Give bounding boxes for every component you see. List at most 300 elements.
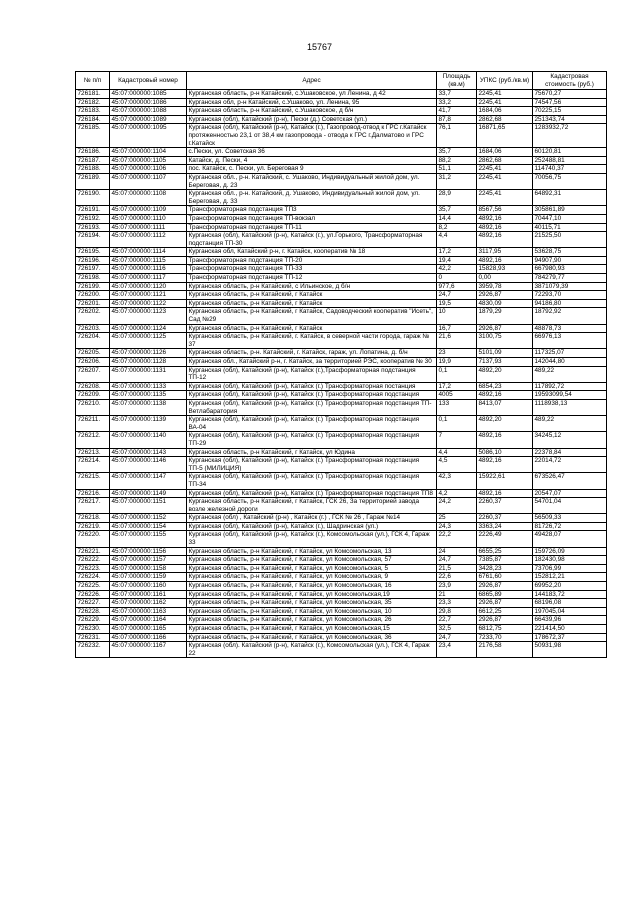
cell-row-number: 726196.	[76, 256, 110, 265]
cell-row-number: 726187.	[76, 156, 110, 165]
cell-address: Курганская обл, Катайский р-н, г. Катайск, кооператив № 18	[187, 248, 437, 257]
cell-address: Курганская область, р-н Катайский, г Катайск, ул Комсомольская, 13	[187, 547, 437, 556]
cell-area: 16,7	[437, 324, 477, 333]
cell-row-number: 726197.	[76, 265, 110, 274]
cell-address: Курганская область, р-н Катайский, с.Ушаковское, ул Ленина, д 42	[187, 90, 437, 99]
cell-address: Курганская область, р-н Катайский, г Катайск, ул Комсомольская, 57	[187, 556, 437, 565]
cell-row-number: 726198.	[76, 274, 110, 283]
cell-upks: 6854,23	[477, 382, 533, 391]
cell-cadastral-number: 45:07:000000:1104	[110, 148, 187, 157]
cell-cadastral-cost: 489,22	[533, 366, 607, 382]
cell-upks: 15828,93	[477, 265, 533, 274]
table-row	[76, 382, 607, 391]
cell-cadastral-number: 45:07:000000:1167	[110, 642, 187, 658]
cell-cadastral-number: 45:07:000000:1085	[110, 90, 187, 99]
cell-row-number: 726218.	[76, 514, 110, 523]
cell-address: Курганская область, р-н Катайский, г Катайск, ГСК 26, За территорией завода возле железной дороги	[187, 498, 437, 514]
cell-upks: 2226,49	[477, 531, 533, 547]
cell-address: Курганская (обл), Катайский (р-н), Катайск (г.) Трансформаторная подстанция ТП-5 (МИЛИЦИЯ)	[187, 457, 437, 473]
cell-address: Курганская (обл), Катайский (р-н), Катайск (г.), Комсомольская (ул.), ГСК 4, Гараж 33	[187, 531, 437, 547]
cell-upks: 8413,07	[477, 399, 533, 415]
cell-area: 42,2	[437, 265, 477, 274]
cell-address: Курганская (обл), Катайский (р-н), Катайск (г.) Трансформаторная постанция	[187, 382, 437, 391]
cell-area: 8,2	[437, 223, 477, 232]
cell-area: 22,6	[437, 573, 477, 582]
cell-upks: 6655,25	[477, 547, 533, 556]
cell-cadastral-cost: 49428,07	[533, 531, 607, 547]
cell-cadastral-number: 45:07:000000:1147	[110, 473, 187, 489]
cell-area: 28,9	[437, 190, 477, 206]
cell-cadastral-number: 45:07:000000:1155	[110, 531, 187, 547]
cell-cadastral-cost: 50931,98	[533, 642, 607, 658]
cell-cadastral-number: 45:07:000000:1107	[110, 173, 187, 189]
cell-upks: 6865,89	[477, 590, 533, 599]
cell-upks: 2926,87	[477, 324, 533, 333]
cell-cadastral-cost: 70447,10	[533, 214, 607, 223]
cell-upks: 4892,16	[477, 214, 533, 223]
cell-cadastral-cost: 48878,73	[533, 324, 607, 333]
cell-area: 24,7	[437, 633, 477, 642]
table-row	[76, 90, 607, 99]
cell-area: 87,8	[437, 115, 477, 124]
cell-cadastral-cost: 1118938,13	[533, 399, 607, 415]
cell-cadastral-number: 45:07:000000:1135	[110, 391, 187, 400]
table-row	[76, 473, 607, 489]
cell-cadastral-cost: 1283932,72	[533, 124, 607, 148]
cell-area: 22,2	[437, 531, 477, 547]
cell-address: Курганская обл, р-н Катайский, с.Ушаково, ул. Ленина, 95	[187, 98, 437, 107]
cell-upks: 4892,16	[477, 256, 533, 265]
table-row	[76, 232, 607, 248]
cell-row-number: 726212.	[76, 432, 110, 448]
table-row	[76, 547, 607, 556]
cell-upks: 2926,87	[477, 291, 533, 300]
table-row	[76, 190, 607, 206]
cell-upks: 8567,56	[477, 206, 533, 215]
cell-upks: 7385,87	[477, 556, 533, 565]
table-row	[76, 265, 607, 274]
table-row	[76, 358, 607, 367]
cell-address: Трансформаторная подстанция ТП-20	[187, 256, 437, 265]
table-row	[76, 399, 607, 415]
cell-cadastral-number: 45:07:000000:1139	[110, 416, 187, 432]
table-row	[76, 165, 607, 174]
cell-upks: 1684,06	[477, 148, 533, 157]
cell-cadastral-number: 45:07:000000:1151	[110, 498, 187, 514]
cell-area: 23,9	[437, 582, 477, 591]
cell-area: 977,6	[437, 282, 477, 291]
table-row	[76, 308, 607, 324]
cell-row-number: 726203.	[76, 324, 110, 333]
table-row	[76, 324, 607, 333]
cell-row-number: 726205.	[76, 349, 110, 358]
cell-cadastral-cost: 667980,93	[533, 265, 607, 274]
cell-cadastral-cost: 64892,31	[533, 190, 607, 206]
cell-address: пос. Катайск, с. Пески, ул. Береговая 9	[187, 165, 437, 174]
cell-address: Курганская область, р-н Катайский, г Катайск	[187, 324, 437, 333]
cell-cadastral-number: 45:07:000000:1122	[110, 299, 187, 308]
cell-cadastral-number: 45:07:000000:1126	[110, 349, 187, 358]
cell-cadastral-number: 45:07:000000:1138	[110, 399, 187, 415]
cell-cadastral-cost: 69952,20	[533, 582, 607, 591]
table-row	[76, 299, 607, 308]
cell-cadastral-cost: 251343,74	[533, 115, 607, 124]
cell-address: Курганская область, р-н Катайский, г Катайск, ул Комсомольская, 16	[187, 582, 437, 591]
table-row	[76, 531, 607, 547]
cell-area: 19,4	[437, 256, 477, 265]
cell-address: Курганская область, р-н Катайский, г Катайск, ул Комсомольская, 5	[187, 564, 437, 573]
cell-cadastral-cost: 3871079,39	[533, 282, 607, 291]
cell-address: Курганская область, р-н Катайский, г Катайск, ул Комсомольская, 9	[187, 573, 437, 582]
cell-upks: 2245,41	[477, 90, 533, 99]
cell-upks: 1684,06	[477, 107, 533, 116]
cell-upks: 7233,70	[477, 633, 533, 642]
table-row	[76, 391, 607, 400]
table-row	[76, 366, 607, 382]
cell-address: Курганская область, р-н Катайский, г Катайск	[187, 291, 437, 300]
cell-area: 88,2	[437, 156, 477, 165]
cell-upks: 3100,75	[477, 333, 533, 349]
cell-area: 4,4	[437, 232, 477, 248]
cell-cadastral-number: 45:07:000000:1086	[110, 98, 187, 107]
cell-cadastral-number: 45:07:000000:1158	[110, 564, 187, 573]
cell-address: Курганская область, р-н Катайский, г Катайск, ул Комсомольская,19	[187, 590, 437, 599]
cell-row-number: 726194.	[76, 232, 110, 248]
cell-area: 22,7	[437, 616, 477, 625]
cell-cadastral-cost: 94186,80	[533, 299, 607, 308]
cell-cadastral-number: 45:07:000000:1156	[110, 547, 187, 556]
table-row	[76, 599, 607, 608]
cell-row-number: 726199.	[76, 282, 110, 291]
table-row	[76, 274, 607, 283]
cell-row-number: 726206.	[76, 358, 110, 367]
cell-area: 33,2	[437, 98, 477, 107]
cell-cadastral-cost: 66976,13	[533, 333, 607, 349]
cell-area: 0,1	[437, 366, 477, 382]
cell-cadastral-number: 45:07:000000:1121	[110, 291, 187, 300]
table-row	[76, 206, 607, 215]
cell-cadastral-number: 45:07:000000:1106	[110, 165, 187, 174]
cell-area: 41,7	[437, 107, 477, 116]
cell-cadastral-number: 45:07:000000:1125	[110, 333, 187, 349]
header-row	[76, 72, 607, 90]
cell-row-number: 726217.	[76, 498, 110, 514]
cell-upks: 4892,16	[477, 432, 533, 448]
table-row	[76, 564, 607, 573]
cell-upks: 2862,68	[477, 156, 533, 165]
table-row	[76, 514, 607, 523]
table-row	[76, 556, 607, 565]
cell-address: Трансформаторная подстанция ТП-12	[187, 274, 437, 283]
cell-address: Курганская (обл), Катайский (р-н), Катайск (г.) Трансформаторная подстанция ВА-04	[187, 416, 437, 432]
cell-row-number: 726195.	[76, 248, 110, 257]
cell-cadastral-number: 45:07:000000:1128	[110, 358, 187, 367]
cell-cadastral-cost: 68196,08	[533, 599, 607, 608]
cell-row-number: 726214.	[76, 457, 110, 473]
cell-address: Курганская (обл), Катайский (р-н), Катайск (г.) Трансформаторная подстанция	[187, 391, 437, 400]
cell-cadastral-cost: 19593099,54	[533, 391, 607, 400]
cell-area: 4,4	[437, 448, 477, 457]
cell-cadastral-cost: 56509,33	[533, 514, 607, 523]
cell-row-number: 726224.	[76, 573, 110, 582]
cell-cadastral-number: 45:07:000000:1160	[110, 582, 187, 591]
cell-address: Курганская область, р-н Катайский, г Катайск, ул Юдина	[187, 448, 437, 457]
cell-cadastral-number: 45:07:000000:1105	[110, 156, 187, 165]
cell-cadastral-number: 45:07:000000:1154	[110, 522, 187, 531]
cell-address: Курганская обл., Катайский р-н, г. Катайск, за территорией РЭС, кооператив № 30	[187, 358, 437, 367]
cell-cadastral-cost: 60120,81	[533, 148, 607, 157]
table-row	[76, 148, 607, 157]
cell-area: 24,7	[437, 556, 477, 565]
cell-area: 76,1	[437, 124, 477, 148]
cell-cadastral-cost: 159726,09	[533, 547, 607, 556]
cell-address: Катайск, д. Пески, 4	[187, 156, 437, 165]
cell-upks: 2926,87	[477, 599, 533, 608]
cell-cadastral-cost: 21525,50	[533, 232, 607, 248]
cell-upks: 2245,41	[477, 98, 533, 107]
cell-cadastral-number: 45:07:000000:1124	[110, 324, 187, 333]
cell-cadastral-number: 45:07:000000:1164	[110, 616, 187, 625]
table-row	[76, 625, 607, 634]
cell-address: Курганская область, р-н Катайский, г Катайск, ул Комсомольская, 36	[187, 633, 437, 642]
cell-cadastral-number: 45:07:000000:1143	[110, 448, 187, 457]
cell-upks: 2245,41	[477, 165, 533, 174]
cell-cadastral-number: 45:07:000000:1088	[110, 107, 187, 116]
cell-address: Курганская (обл), Катайский (р-н), Катайск (г.) Трансформаторная подстанция ТП-29	[187, 432, 437, 448]
cell-cadastral-number: 45:07:000000:1120	[110, 282, 187, 291]
cell-cadastral-number: 45:07:000000:1109	[110, 206, 187, 215]
cell-cadastral-cost: 18792,92	[533, 308, 607, 324]
cell-address: Курганская область, р-н. Катайский, г. Катайск, гараж, ул. Лопатина, д. б/н	[187, 349, 437, 358]
cell-cadastral-number: 45:07:000000:1110	[110, 214, 187, 223]
cell-area: 14,4	[437, 214, 477, 223]
cadastral-table	[75, 71, 607, 658]
cell-cadastral-cost: 252488,81	[533, 156, 607, 165]
table-row	[76, 349, 607, 358]
cell-row-number: 726221.	[76, 547, 110, 556]
cell-area: 31,2	[437, 173, 477, 189]
col-header-cadastral-cost: Кадастровая стоимость (руб.)	[533, 72, 607, 90]
table-row	[76, 489, 607, 498]
table-row	[76, 214, 607, 223]
table-row	[76, 498, 607, 514]
table-row	[76, 248, 607, 257]
cell-area: 33,7	[437, 90, 477, 99]
cell-cadastral-number: 45:07:000000:1159	[110, 573, 187, 582]
cell-address: Курганская обл., р-н. Катайский, с. Ушаково, Индивидуальный жилой дом, ул. Береговая, д. 23	[187, 173, 437, 189]
table-row	[76, 590, 607, 599]
cell-row-number: 726190.	[76, 190, 110, 206]
cell-row-number: 726189.	[76, 173, 110, 189]
cell-upks: 4830,09	[477, 299, 533, 308]
cell-row-number: 726222.	[76, 556, 110, 565]
cell-cadastral-cost: 673526,47	[533, 473, 607, 489]
cell-upks: 5101,09	[477, 349, 533, 358]
table-row	[76, 633, 607, 642]
table-row	[76, 156, 607, 165]
cell-cadastral-cost: 178672,37	[533, 633, 607, 642]
cell-upks: 2862,68	[477, 115, 533, 124]
cell-cadastral-number: 45:07:000000:1108	[110, 190, 187, 206]
cell-address: Курганская обл., р-н. Катайский, д. Ушаково, Индивидуальный жилой дом, ул. Береговая, д. 33	[187, 190, 437, 206]
cell-cadastral-number: 45:07:000000:1123	[110, 308, 187, 324]
cell-address: Курганская (обл). Катайский (р-н), Катайск (г.), Комсомольская (ул.), ГСК 4, Гараж 22	[187, 642, 437, 658]
cell-row-number: 726228.	[76, 607, 110, 616]
cell-area: 17,2	[437, 382, 477, 391]
cell-upks: 0,00	[477, 274, 533, 283]
cell-row-number: 726208.	[76, 382, 110, 391]
cell-cadastral-number: 45:07:000000:1117	[110, 274, 187, 283]
cell-cadastral-number: 45:07:000000:1165	[110, 625, 187, 634]
cell-area: 0	[437, 274, 477, 283]
cell-cadastral-cost: 74547,56	[533, 98, 607, 107]
cell-address: Курганская (обл), Катайский (р-н), Катайск (г.),Трасформаторная подстанция ТП-12	[187, 366, 437, 382]
cell-cadastral-cost: 40115,71	[533, 223, 607, 232]
cell-cadastral-cost: 117325,07	[533, 349, 607, 358]
cell-upks: 2176,58	[477, 642, 533, 658]
cell-cadastral-cost: 66439,96	[533, 616, 607, 625]
cell-area: 7	[437, 432, 477, 448]
table-row	[76, 457, 607, 473]
cell-area: 21	[437, 590, 477, 599]
table-row	[76, 642, 607, 658]
table-row	[76, 223, 607, 232]
cell-area: 29,8	[437, 607, 477, 616]
cell-row-number: 726188.	[76, 165, 110, 174]
cell-cadastral-number: 45:07:000000:1111	[110, 223, 187, 232]
cell-row-number: 726191.	[76, 206, 110, 215]
cell-row-number: 726226.	[76, 590, 110, 599]
cell-upks: 3959,78	[477, 282, 533, 291]
cell-address: Курганская область, р-н Катайский, г Катайск, ул Комсомольская, 10	[187, 607, 437, 616]
cell-upks: 2245,41	[477, 190, 533, 206]
cell-area: 24,3	[437, 522, 477, 531]
cell-row-number: 726223.	[76, 564, 110, 573]
cell-upks: 4892,20	[477, 366, 533, 382]
table-row	[76, 173, 607, 189]
cell-address: Трансформаторная подстанция ТП3	[187, 206, 437, 215]
cell-row-number: 726192.	[76, 214, 110, 223]
cell-cadastral-number: 45:07:000000:1146	[110, 457, 187, 473]
cell-cadastral-number: 45:07:000000:1161	[110, 590, 187, 599]
cell-cadastral-number: 45:07:000000:1163	[110, 607, 187, 616]
col-header-cadastral-number: Кадастровый номер	[110, 72, 187, 90]
cell-cadastral-cost: 784279,77	[533, 274, 607, 283]
cell-address: Курганская область, р-н Катайский, г. Катайск, в северной части города, гараж № 37	[187, 333, 437, 349]
table-row	[76, 98, 607, 107]
table-row	[76, 582, 607, 591]
cell-row-number: 726220.	[76, 531, 110, 547]
cell-address: Курганская область, р-н Катайский, г Катайск, ул Комсомольская, 35	[187, 599, 437, 608]
cell-cadastral-cost: 70056,75	[533, 173, 607, 189]
cell-row-number: 726184.	[76, 115, 110, 124]
cell-area: 19,9	[437, 358, 477, 367]
table-body	[76, 90, 607, 658]
col-header-address: Адрес	[187, 72, 437, 90]
cell-cadastral-number: 45:07:000000:1115	[110, 256, 187, 265]
col-header-upks: УПКС (руб./кв.м)	[477, 72, 533, 90]
table-row	[76, 522, 607, 531]
col-header-area: Площадь (кв.м)	[437, 72, 477, 90]
cell-row-number: 726202.	[76, 308, 110, 324]
cell-cadastral-cost: 20547,07	[533, 489, 607, 498]
cell-area: 24,7	[437, 291, 477, 300]
cell-upks: 4892,16	[477, 223, 533, 232]
cell-upks: 2260,37	[477, 514, 533, 523]
cell-upks: 3363,24	[477, 522, 533, 531]
cell-address: Курганская (обл), Катайский (р-н), Катайск (г.), Шадринская (ул.)	[187, 522, 437, 531]
cell-cadastral-cost: 152812,21	[533, 573, 607, 582]
cell-area: 35,7	[437, 206, 477, 215]
cell-upks: 5086,10	[477, 448, 533, 457]
cell-address: Курганская область, р-н Катайский, г Катайск, ул Комсомольская, 26	[187, 616, 437, 625]
cell-upks: 4892,16	[477, 457, 533, 473]
cell-address: Трансформаторная подстанция ТП-11	[187, 223, 437, 232]
cell-cadastral-number: 45:07:000000:1162	[110, 599, 187, 608]
cell-area: 23	[437, 349, 477, 358]
table-row	[76, 115, 607, 124]
cell-row-number: 726182.	[76, 98, 110, 107]
cell-cadastral-cost: 70225,15	[533, 107, 607, 116]
table-row	[76, 616, 607, 625]
cell-upks: 6761,60	[477, 573, 533, 582]
table-row	[76, 256, 607, 265]
col-header-number: № п/п	[76, 72, 110, 90]
cell-cadastral-number: 45:07:000000:1112	[110, 232, 187, 248]
cell-area: 24,2	[437, 498, 477, 514]
cell-address: Курганская (обл) , Катайский (р-н) , Катайск (г.) , ГСК № 26 , Гараж №14	[187, 514, 437, 523]
cell-row-number: 726204.	[76, 333, 110, 349]
cell-cadastral-number: 45:07:000000:1095	[110, 124, 187, 148]
table-row	[76, 448, 607, 457]
cell-row-number: 726225.	[76, 582, 110, 591]
cell-area: 25	[437, 514, 477, 523]
cell-upks: 15922,61	[477, 473, 533, 489]
cell-row-number: 726207.	[76, 366, 110, 382]
cell-row-number: 726216.	[76, 489, 110, 498]
cell-cadastral-cost: 22014,72	[533, 457, 607, 473]
cell-upks: 6612,25	[477, 607, 533, 616]
cell-address: Курганская область, р-н Катайский, г Катайск, ул Комсомольская,15	[187, 625, 437, 634]
cell-row-number: 726227.	[76, 599, 110, 608]
cell-row-number: 726213.	[76, 448, 110, 457]
cell-cadastral-number: 45:07:000000:1166	[110, 633, 187, 642]
cell-address: с.Пески, ул. Советская 36	[187, 148, 437, 157]
cell-row-number: 726230.	[76, 625, 110, 634]
cell-cadastral-cost: 305861,89	[533, 206, 607, 215]
cell-upks: 4892,16	[477, 391, 533, 400]
cell-address: Курганская (обл), Катайский (р-н), Катайск (г.) Трансформаторная подстанция ТП8	[187, 489, 437, 498]
cell-row-number: 726209.	[76, 391, 110, 400]
cell-address: Курганская область, р-н Катайский, с.Ушаковское, д б/н	[187, 107, 437, 116]
cell-cadastral-number: 45:07:000000:1140	[110, 432, 187, 448]
cell-cadastral-number: 45:07:000000:1131	[110, 366, 187, 382]
cell-upks: 2926,87	[477, 616, 533, 625]
cell-address: Курганская (обл), Катайский (р-н), Катайск (г.), ул.Горького, Трансформаторная подстанция ТП-30	[187, 232, 437, 248]
table-row	[76, 124, 607, 148]
cell-address: Курганская (обл), Катайский (р-н), Пески (д.) Советская (ул.)	[187, 115, 437, 124]
cell-cadastral-cost: 221414,50	[533, 625, 607, 634]
cell-cadastral-cost: 72293,70	[533, 291, 607, 300]
cell-row-number: 726232.	[76, 642, 110, 658]
cell-row-number: 726185.	[76, 124, 110, 148]
cell-upks: 6812,75	[477, 625, 533, 634]
table-row	[76, 573, 607, 582]
cell-cadastral-cost: 54701,04	[533, 498, 607, 514]
cell-area: 23,4	[437, 642, 477, 658]
cell-area: 32,5	[437, 625, 477, 634]
cell-area: 10	[437, 308, 477, 324]
